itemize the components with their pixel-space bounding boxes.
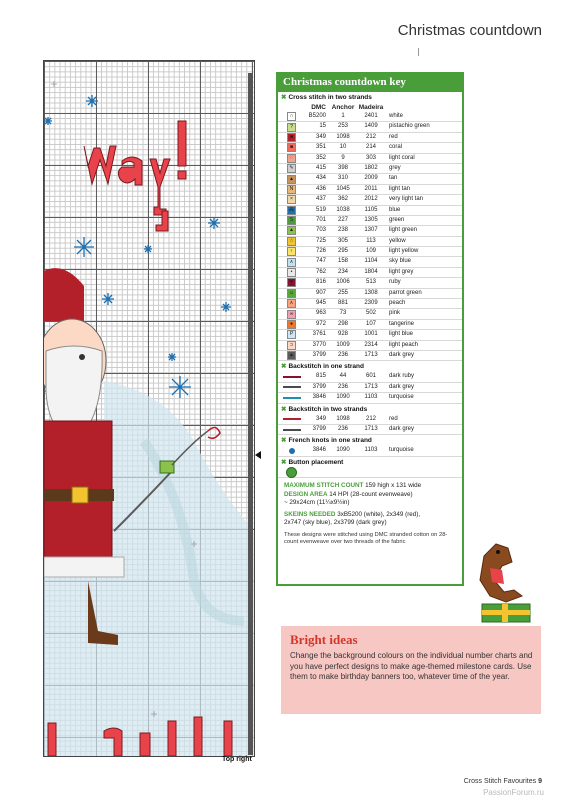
dmc-code: 963 xyxy=(315,310,326,317)
thread-name: green xyxy=(389,216,405,223)
key-row xyxy=(278,341,462,351)
stitched-word-way xyxy=(84,121,186,231)
anchor-code: 255 xyxy=(337,289,348,296)
cross-icon: ✖ xyxy=(281,94,287,101)
madeira-code: 1713 xyxy=(364,425,378,432)
key-row xyxy=(278,143,462,153)
cross-icon: ✖ xyxy=(281,458,287,466)
key-row xyxy=(278,320,462,330)
key-row xyxy=(278,425,462,435)
anchor-code: 238 xyxy=(337,227,348,234)
button-row xyxy=(278,468,462,478)
key-row xyxy=(278,185,462,195)
thread-name: very light tan xyxy=(389,196,424,203)
anchor-code: 881 xyxy=(337,300,348,307)
madeira-code: 1713 xyxy=(364,383,378,390)
thread-name: dark ruby xyxy=(389,373,415,380)
anchor-code: 295 xyxy=(337,248,348,255)
key-row xyxy=(278,415,462,425)
bright-ideas-text: Change the background colours on the individual number charts and you have perfect designs to make age-themed milestone cards. Use them to make birthday banners too, whatever time of the year. xyxy=(290,651,533,681)
backstitch-two-rows xyxy=(278,415,462,436)
anchor-code: 1 xyxy=(341,113,345,119)
stitch-stats: MAXIMUM STITCH COUNT 159 high x 131 wide DESIGN AREA 14 HPI (28-count evenweave) ~ 29x24cm (11¼x9½in) SKEINS NEEDED 3xB5200 (white), 2x349 (red), 2x747 (sky blue), 2x3799 (dark grey) xyxy=(284,482,422,527)
anchor-code: 1098 xyxy=(336,133,350,140)
key-column-headers xyxy=(278,103,462,112)
thread-name: light peach xyxy=(389,341,419,348)
dmc-code: 816 xyxy=(315,279,326,286)
key-row xyxy=(278,268,462,278)
dmc-code: 3799 xyxy=(312,383,326,390)
dmc-code: 747 xyxy=(315,258,326,265)
chart-right-ruler xyxy=(248,73,253,755)
section-backstitch-two: ✖ Backstitch in two strands xyxy=(281,405,368,413)
thread-name: red xyxy=(389,133,398,140)
thread-name: ruby xyxy=(389,279,401,286)
madeira-code: 1104 xyxy=(364,258,378,265)
backstitch-line-icon xyxy=(283,418,301,420)
stitch-symbol-icon: ▲ xyxy=(287,226,296,235)
anchor-code: 1045 xyxy=(336,185,350,192)
anchor-code: 298 xyxy=(337,320,348,327)
button-icon xyxy=(286,467,297,478)
dmc-code: 945 xyxy=(315,300,326,307)
robin-on-gift-icon xyxy=(474,536,540,626)
anchor-code: 928 xyxy=(337,331,348,338)
key-row xyxy=(278,237,462,247)
stitch-key-box xyxy=(276,72,464,586)
dmc-code: 3761 xyxy=(312,331,326,338)
section-french-knots: ✖ French knots in one strand xyxy=(281,437,372,445)
anchor-code: 1090 xyxy=(336,394,350,401)
dmc-code: 415 xyxy=(315,164,326,171)
dmc-code: 434 xyxy=(315,175,326,182)
stitch-symbol-icon: ⁂ xyxy=(289,206,294,213)
madeira-code: 212 xyxy=(365,133,376,140)
madeira-code: 1308 xyxy=(364,289,378,296)
fabric-note: These designs were stitched using DMC stranded cotton on 28-count evenweave over two threads of the fabric xyxy=(284,531,448,546)
madeira-code: 1103 xyxy=(364,447,378,454)
cross-stitch-rows xyxy=(278,112,462,361)
anchor-code: 253 xyxy=(337,123,348,130)
section-backstitch-one: ✖ Backstitch in one strand xyxy=(281,363,364,371)
madeira-code: 1804 xyxy=(364,268,378,275)
dmc-code: 15 xyxy=(319,123,326,130)
dmc-code: 762 xyxy=(315,268,326,275)
thread-name: blue xyxy=(389,206,401,213)
madeira-code: 1802 xyxy=(364,164,378,171)
madeira-code: 2011 xyxy=(364,185,378,192)
stitch-symbol-icon: ♥ xyxy=(287,278,296,287)
thread-name: tan xyxy=(389,175,398,182)
key-row xyxy=(278,330,462,340)
stitch-symbol-icon: ☆ xyxy=(287,237,296,246)
stitch-symbol-icon: ▲ xyxy=(287,351,296,360)
anchor-code: 44 xyxy=(339,373,347,380)
key-row xyxy=(278,133,462,143)
anchor-code: 236 xyxy=(337,383,348,390)
stitch-symbol-icon: P xyxy=(287,330,296,339)
dmc-code: 3770 xyxy=(312,341,326,348)
watermark: PassionForum.ru xyxy=(483,788,544,797)
madeira-code: 214 xyxy=(365,144,376,151)
key-row xyxy=(278,383,462,393)
thread-name: red xyxy=(389,415,398,422)
thread-name: light coral xyxy=(389,154,415,161)
stitch-symbol-icon: ● xyxy=(287,320,296,329)
thread-name: dark grey xyxy=(389,425,415,432)
key-row xyxy=(278,289,462,299)
center-arrow-icon xyxy=(255,451,261,459)
dmc-code: 3799 xyxy=(312,351,326,358)
thread-name: tangerine xyxy=(389,320,415,327)
anchor-code: 227 xyxy=(337,216,348,223)
stitch-symbol-icon: ∧ xyxy=(287,299,296,308)
section-cross-stitch: ✖ Cross stitch in two strands xyxy=(281,94,372,101)
stitch-symbol-icon: ∞ xyxy=(287,310,296,319)
cross-icon: ✖ xyxy=(281,363,287,371)
dmc-code: 437 xyxy=(315,196,326,203)
bright-ideas-title: Bright ideas xyxy=(290,632,358,647)
anchor-code: 73 xyxy=(339,310,347,317)
key-row xyxy=(278,154,462,164)
dmc-code: 436 xyxy=(315,185,326,192)
thread-name: parrot green xyxy=(389,289,422,296)
french-knot-icon xyxy=(289,448,295,454)
stitch-symbol-icon: ? xyxy=(287,123,296,132)
anchor-code: 398 xyxy=(337,164,348,171)
anchor-code: 310 xyxy=(337,175,348,182)
madeira-code: 113 xyxy=(366,237,376,244)
dmc-code: 815 xyxy=(315,373,326,380)
key-row xyxy=(278,309,462,319)
stitch-symbol-icon: ☺ xyxy=(288,289,295,296)
dmc-code: 352 xyxy=(315,154,326,161)
stitch-symbol-icon: ∧ xyxy=(287,258,296,267)
french-knot-rows xyxy=(278,446,462,456)
thread-name: dark grey xyxy=(389,351,415,358)
thread-name: light tan xyxy=(389,185,411,192)
backstitch-line-icon xyxy=(283,397,301,399)
dmc-code: 726 xyxy=(315,248,326,255)
thread-name: light yellow xyxy=(389,248,419,255)
madeira-code: 1001 xyxy=(364,331,378,338)
dmc-code: 351 xyxy=(315,144,326,151)
madeira-code: 2309 xyxy=(364,300,378,307)
cross-icon: ✖ xyxy=(281,405,287,413)
key-row xyxy=(278,226,462,236)
dmc-code: 703 xyxy=(315,227,326,234)
backstitch-line-icon xyxy=(283,429,301,431)
dmc-code: 349 xyxy=(315,415,326,422)
anchor-code: 234 xyxy=(337,268,348,275)
key-row xyxy=(278,372,462,382)
dmc-code: 907 xyxy=(315,289,326,296)
key-row xyxy=(278,122,462,132)
thread-name: light green xyxy=(389,227,418,234)
thread-name: coral xyxy=(389,144,403,151)
madeira-code: 303 xyxy=(365,154,376,161)
madeira-code: 2012 xyxy=(364,196,378,203)
stitch-symbol-icon: ▲ xyxy=(287,175,296,184)
title-divider xyxy=(418,48,419,56)
cross-stitch-chart xyxy=(43,60,255,757)
chart-artwork xyxy=(44,61,254,756)
dmc-code: 3846 xyxy=(312,394,326,401)
dmc-code: 519 xyxy=(315,206,326,213)
dmc-code: B5200 xyxy=(308,113,326,119)
key-row xyxy=(278,247,462,257)
madeira-code: 1307 xyxy=(364,227,378,234)
page-footer: Cross Stitch Favourites 9 xyxy=(463,778,542,785)
anchor-code: 1006 xyxy=(336,279,350,286)
key-row xyxy=(278,112,462,122)
stitch-symbol-icon: ∩ xyxy=(287,112,296,121)
thread-name: turquoise xyxy=(389,394,414,401)
thread-name: peach xyxy=(389,300,406,307)
madeira-code: 107 xyxy=(365,320,376,327)
madeira-code: 1409 xyxy=(364,123,378,130)
anchor-code: 362 xyxy=(337,196,348,203)
thread-name: grey xyxy=(389,164,401,171)
key-row xyxy=(278,195,462,205)
backstitch-line-icon xyxy=(283,376,301,378)
section-button: ✖ Button placement xyxy=(281,458,344,466)
key-row xyxy=(278,206,462,216)
key-row xyxy=(278,446,462,456)
stitch-symbol-icon: × xyxy=(287,195,296,204)
madeira-code: 2009 xyxy=(364,175,378,182)
backstitch-line-icon xyxy=(283,386,301,388)
thread-name: sky blue xyxy=(389,258,412,265)
anchor-code: 1038 xyxy=(336,206,350,213)
anchor-code: 10 xyxy=(339,144,347,151)
thread-name: white xyxy=(389,113,404,119)
anchor-code: 236 xyxy=(337,351,348,358)
chart-corner-label: Top right xyxy=(222,756,252,763)
key-row xyxy=(278,393,462,403)
dmc-code: 3799 xyxy=(312,425,326,432)
thread-name: light blue xyxy=(389,331,414,338)
stitch-symbol-icon: ■ xyxy=(287,143,296,152)
madeira-code: 502 xyxy=(365,310,376,317)
anchor-code: 1098 xyxy=(336,415,350,422)
anchor-code: 1090 xyxy=(336,447,350,454)
stitch-symbol-icon: ♀ xyxy=(287,247,296,256)
madeira-code: 109 xyxy=(365,248,376,255)
stitch-symbol-icon: ■ xyxy=(287,133,296,142)
anchor-code: 236 xyxy=(337,425,348,432)
stitch-symbol-icon: ɔ xyxy=(287,341,296,350)
thread-name: turquoise xyxy=(389,447,414,454)
dmc-code: 725 xyxy=(315,237,326,244)
cross-icon: ✖ xyxy=(281,437,287,445)
key-row xyxy=(278,278,462,288)
key-row xyxy=(278,174,462,184)
dmc-code: 3846 xyxy=(312,447,326,454)
madeira-code: 2314 xyxy=(364,341,378,348)
stitch-symbol-icon: ♡ xyxy=(287,154,296,163)
stitch-symbol-icon: N xyxy=(287,185,296,194)
madeira-code: 1305 xyxy=(364,216,378,223)
anchor-code: 1009 xyxy=(336,341,350,348)
madeira-code: 601 xyxy=(365,373,376,380)
madeira-code: 1103 xyxy=(364,394,378,401)
madeira-code: 513 xyxy=(365,279,376,286)
key-row xyxy=(278,257,462,267)
header-madeira: Madeira xyxy=(358,104,384,111)
page-title: Christmas countdown xyxy=(397,22,542,39)
stitch-symbol-icon: S xyxy=(287,216,296,225)
dmc-code: 701 xyxy=(315,216,326,223)
key-row xyxy=(278,216,462,226)
thread-name: pink xyxy=(389,310,401,317)
anchor-code: 9 xyxy=(341,154,345,161)
thread-name: light grey xyxy=(389,268,414,275)
madeira-code: 212 xyxy=(365,415,376,422)
dmc-code: 349 xyxy=(315,133,326,140)
stitch-symbol-icon: ✎ xyxy=(287,164,296,173)
madeira-code: 1105 xyxy=(364,206,378,213)
thread-name: pistachio green xyxy=(389,123,430,130)
header-anchor: Anchor xyxy=(331,104,355,111)
key-row xyxy=(278,351,462,361)
anchor-code: 305 xyxy=(337,237,348,244)
madeira-code: 1713 xyxy=(364,351,378,358)
key-row xyxy=(278,164,462,174)
key-title: Christmas countdown key xyxy=(278,74,462,92)
backstitch-one-rows xyxy=(278,372,462,403)
bright-ideas-box xyxy=(281,626,541,714)
thread-name: dark grey xyxy=(389,383,415,390)
key-row xyxy=(278,299,462,309)
dmc-code: 972 xyxy=(315,320,326,327)
madeira-code: 2401 xyxy=(364,113,378,119)
anchor-code: 158 xyxy=(337,258,348,265)
header-dmc: DMC xyxy=(311,104,326,111)
stitch-symbol-icon: • xyxy=(287,268,296,277)
thread-name: yellow xyxy=(389,237,406,244)
